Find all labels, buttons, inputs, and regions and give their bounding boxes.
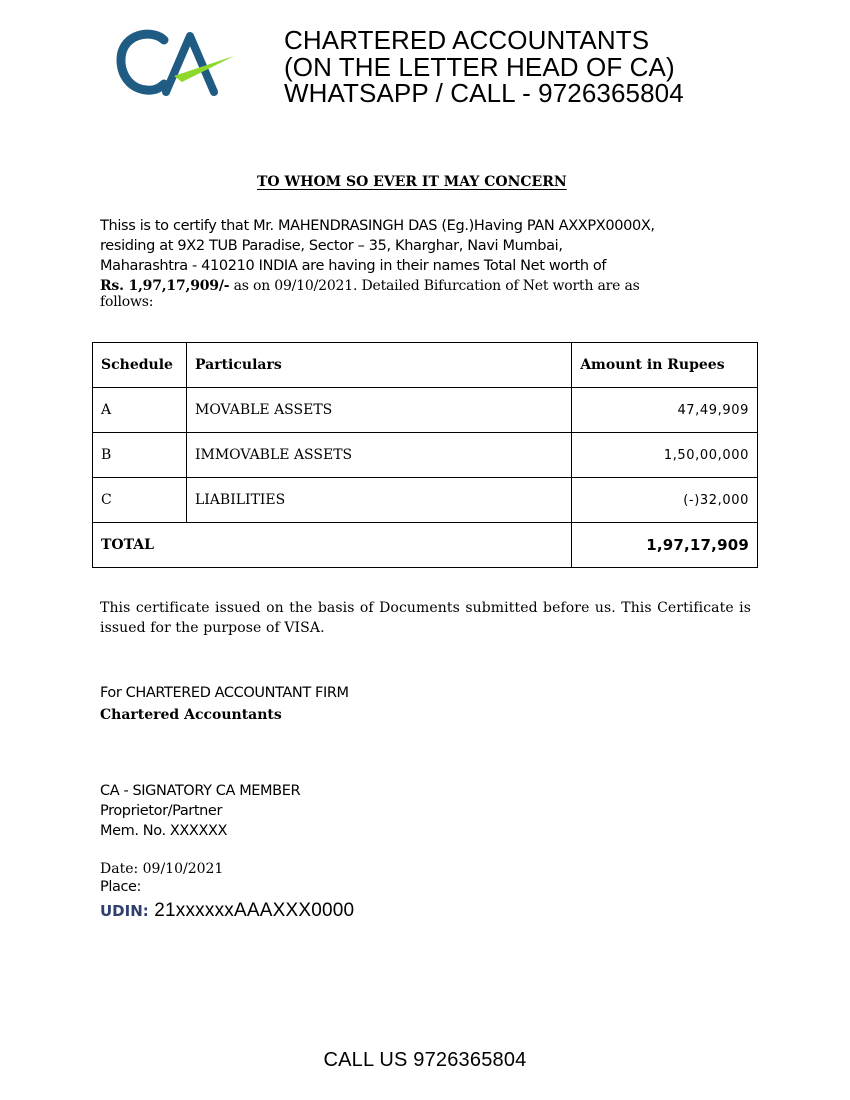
row-amount: 47,49,909: [572, 388, 758, 433]
table-row: [93, 433, 758, 478]
table-row: [93, 388, 758, 433]
ca-logo: [116, 26, 238, 102]
letterhead: [284, 27, 684, 107]
place-line: Place:: [100, 879, 142, 895]
table-row: [93, 478, 758, 523]
signatory-block: [100, 781, 300, 841]
row-amount: 1,50,00,000: [572, 433, 758, 478]
membership-number: Mem. No. XXXXXX: [100, 823, 228, 839]
document-title: TO WHOM SO EVER IT MAY CONCERN: [257, 174, 567, 190]
udin-value: 21xxxxxxAAAXXX0000: [148, 900, 355, 921]
header-particulars: Particulars: [186, 343, 571, 388]
row-schedule: C: [93, 478, 187, 523]
total-label: TOTAL: [93, 523, 572, 568]
date-place-block: [100, 860, 223, 896]
signatory-role: Proprietor/Partner: [100, 803, 223, 819]
udin-line: [100, 900, 354, 922]
intro-line-1: Thiss is to certify that Mr. MAHENDRASINGH DAS (Eg.)Having PAN AXXPX0000X,: [100, 218, 655, 234]
firm-line-2: Chartered Accountants: [100, 707, 282, 723]
letterhead-contact: WHATSAPP / CALL - 9726365804: [284, 78, 684, 108]
signatory-name: CA - SIGNATORY CA MEMBER: [100, 783, 301, 799]
intro-line-2: residing at 9X2 TUB Paradise, Sector – 35, Kharghar, Navi Mumbai,: [100, 238, 563, 254]
logo-c-shape: [121, 34, 164, 90]
total-amount: 1,97,17,909: [572, 523, 758, 568]
letterhead-line-2: (ON THE LETTER HEAD OF CA): [284, 51, 675, 82]
row-amount: (-)32,000: [572, 478, 758, 523]
table-total-row: [93, 523, 758, 568]
intro-line-3: Maharashtra - 410210 INDIA are having in their names Total Net worth of: [100, 258, 607, 274]
firm-line-1: For CHARTERED ACCOUNTANT FIRM: [100, 685, 349, 701]
intro-line-4-rest: as on 09/10/2021. Detailed Bifurcation of Net worth are as: [229, 278, 640, 294]
net-worth-amount: Rs. 1,97,17,909/-: [100, 278, 230, 294]
table-header-row: [93, 343, 758, 388]
row-schedule: B: [93, 433, 187, 478]
row-particulars: MOVABLE ASSETS: [186, 388, 571, 433]
header-schedule: Schedule: [93, 343, 187, 388]
date-line: Date: 09/10/2021: [100, 861, 224, 877]
letterhead-line-1: CHARTERED ACCOUNTANTS: [284, 25, 650, 55]
firm-block: [100, 682, 349, 726]
udin-label: UDIN:: [100, 902, 149, 920]
logo-a-shape: [166, 36, 214, 92]
row-particulars: LIABILITIES: [186, 478, 571, 523]
row-particulars: IMMOVABLE ASSETS: [186, 433, 571, 478]
row-schedule: A: [93, 388, 187, 433]
intro-paragraph: [100, 216, 751, 312]
basis-paragraph: This certificate issued on the basis of Documents submitted before us. This Certificate is issued for the purpose of VISA.: [100, 600, 751, 636]
footer-contact: CALL US 9726365804: [323, 1049, 527, 1071]
intro-line-5: follows:: [100, 294, 154, 310]
net-worth-table: [92, 342, 758, 568]
header-amount: Amount in Rupees: [572, 343, 758, 388]
